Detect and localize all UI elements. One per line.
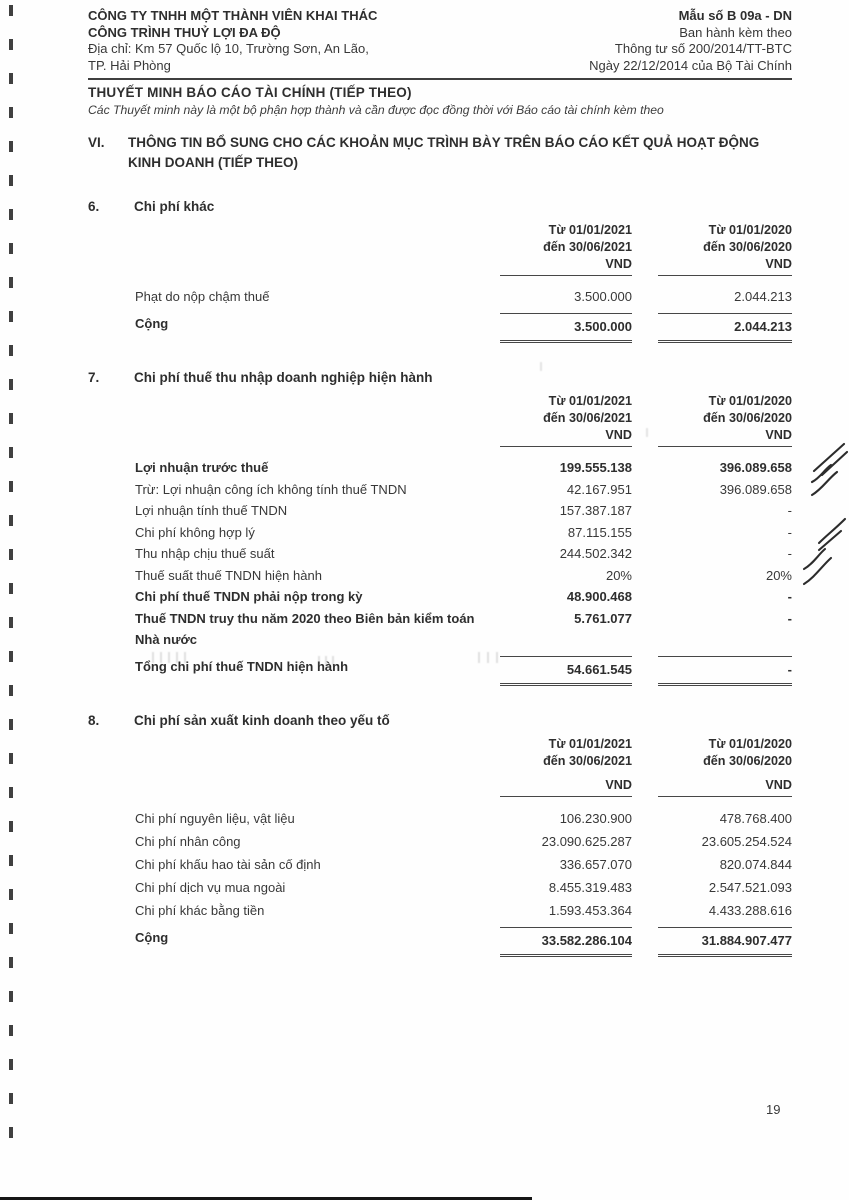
company-address-line2: TP. Hải Phòng (88, 57, 171, 73)
section-8-number: 8. (88, 712, 100, 728)
col-2020-header-line2: đến 30/06/2020 (703, 240, 792, 255)
row-label: Thuế suất thuế TNDN hiện hành (135, 567, 322, 583)
col-2020-header-line1: Từ 01/01/2020 (708, 223, 792, 238)
row-label: Chi phí khấu hao tài sản cố định (135, 856, 321, 872)
column-header-currency-row (135, 777, 792, 797)
column-header-currency-row (135, 427, 792, 447)
form-ref-line2: Ban hành kèm theo (679, 24, 792, 40)
section-6-heading (88, 199, 792, 214)
table-row (135, 899, 792, 922)
table-row (135, 522, 792, 544)
section-6-title: Chi phí khác (134, 199, 215, 215)
section-8-rows (135, 807, 792, 922)
col-2021-currency: VND (500, 256, 632, 276)
col-2020-currency: VND (658, 777, 792, 797)
table-row (135, 565, 792, 587)
row-value-2021: 106.230.900 (559, 810, 632, 826)
company-name-line2: CÔNG TRÌNH THUỶ LỢI ĐA ĐỘ (88, 24, 281, 40)
row-value-2021: 48.900.468 (566, 589, 632, 605)
handwritten-scribble-icon (798, 441, 848, 507)
col-2021-header-line2: đến 30/06/2021 (543, 411, 632, 426)
row-value-2020: - (787, 524, 792, 540)
row-value-2020: - (787, 589, 792, 605)
scan-artifact (646, 428, 648, 437)
row-value-2020: 820.074.844 (719, 856, 792, 872)
section-6-total-row (135, 313, 792, 343)
row-label: Chi phí khác bằng tiền (135, 902, 265, 918)
table-row (135, 853, 792, 876)
row-label: Chi phí không hợp lý (135, 524, 255, 540)
table-row (135, 586, 792, 608)
section-vi-heading (88, 133, 792, 172)
row-value-2021: 20% (605, 567, 632, 583)
col-2021-currency: VND (500, 427, 632, 447)
section-6-other-expenses (88, 199, 792, 343)
column-header-currency-row (135, 256, 792, 276)
row-value-2020: 4.433.288.616 (708, 902, 792, 918)
scan-artifact (478, 652, 504, 663)
section-vi-number: VI. (88, 135, 105, 150)
section-8-production-costs (88, 713, 792, 957)
section-8-title: Chi phí sản xuất kinh doanh theo yếu tố (134, 712, 390, 728)
col-2021-header-line1: Từ 01/01/2021 (548, 223, 632, 238)
row-value-2021: 5.761.077 (574, 610, 632, 626)
col-2020-currency: VND (658, 256, 792, 276)
col-2021-header-line2: đến 30/06/2021 (543, 240, 632, 255)
scan-artifact (540, 362, 542, 371)
total-label: Cộng (135, 316, 169, 332)
row-value-2020: 2.044.213 (734, 289, 792, 305)
col-2020-header-line1: Từ 01/01/2020 (708, 394, 792, 409)
row-label: Chi phí thuế TNDN phải nộp trong kỳ (135, 589, 363, 605)
section-7-rows (135, 457, 792, 651)
column-header-row-1 (135, 393, 792, 410)
row-value-2021: 244.502.342 (559, 546, 632, 562)
col-2021-header-line1: Từ 01/01/2021 (548, 736, 632, 751)
row-value-2020: 396.089.658 (719, 460, 792, 476)
row-label: Thu nhập chịu thuế suất (135, 546, 275, 562)
row-value-2020: 478.768.400 (719, 810, 792, 826)
col-2021-header-line1: Từ 01/01/2021 (548, 394, 632, 409)
table-row (135, 876, 792, 899)
section-8-total-row (135, 927, 792, 957)
handwritten-scribble-icon (797, 513, 849, 589)
table-row (135, 457, 792, 479)
row-value-2021: 1.593.453.364 (548, 902, 632, 918)
section-7-heading (88, 370, 792, 385)
section-6-rows (135, 286, 792, 308)
section-6-table (135, 222, 792, 343)
row-label: Thuế TNDN truy thu năm 2020 theo Biên bản kiểm toán Nhà nước (135, 610, 475, 648)
total-value-2021: 54.661.545 (500, 656, 632, 686)
table-row (135, 479, 792, 501)
table-row (135, 807, 792, 830)
total-value-2020: - (658, 656, 792, 686)
row-label: Trừ: Lợi nhuận công ích không tính thuế TNDN (135, 481, 407, 497)
company-address-line1: Địa chỉ: Km 57 Quốc lộ 10, Trường Sơn, An Lão, (88, 41, 369, 56)
column-header-row-2 (135, 753, 792, 770)
page-header (88, 8, 792, 80)
row-label: Lợi nhuận tính thuế TNDN (135, 503, 288, 519)
document-note: Các Thuyết minh này là một bộ phận hợp thành và cần được đọc đồng thời với Báo cáo tài chính kèm theo (88, 103, 664, 117)
total-label: Tổng chi phí thuế TNDN hiện hành (135, 658, 349, 674)
row-label: Phạt do nộp chậm thuế (135, 289, 270, 305)
row-value-2020: - (787, 610, 792, 626)
row-value-2020: 396.089.658 (719, 481, 792, 497)
column-header-row-1 (135, 736, 792, 753)
table-row (135, 543, 792, 565)
row-value-2020: 20% (765, 567, 792, 583)
column-header-row-1 (135, 222, 792, 239)
section-6-number: 6. (88, 199, 100, 215)
row-value-2021: 23.090.625.287 (541, 833, 632, 849)
col-2021-header-line2: đến 30/06/2021 (543, 753, 632, 768)
row-label: Chi phí nhân công (135, 833, 241, 849)
row-label: Lợi nhuận trước thuế (135, 460, 269, 476)
col-2020-header-line2: đến 30/06/2020 (703, 753, 792, 768)
row-value-2021: 336.657.070 (559, 856, 632, 872)
section-8-table (135, 736, 792, 957)
table-row (135, 830, 792, 853)
form-ref-line4: Ngày 22/12/2014 của Bộ Tài Chính (589, 57, 792, 73)
row-value-2021: 199.555.138 (559, 460, 632, 476)
total-value-2021: 3.500.000 (500, 313, 632, 343)
section-7-title: Chi phí thuế thu nhập doanh nghiệp hiện hành (134, 370, 433, 386)
section-7-number: 7. (88, 370, 100, 386)
table-row (135, 608, 792, 651)
section-7-total-row (135, 656, 792, 686)
col-2021-currency: VND (500, 777, 632, 797)
section-7-income-tax-expense (88, 370, 792, 686)
row-value-2021: 8.455.319.483 (548, 879, 632, 895)
page-number: 19 (766, 1102, 781, 1117)
total-value-2020: 2.044.213 (658, 313, 792, 343)
row-value-2020: - (787, 546, 792, 562)
section-vi-title: THÔNG TIN BỔ SUNG CHO CÁC KHOẢN MỤC TRÌNH BÀY TRÊN BÁO CÁO KẾT QUẢ HOẠT ĐỘNG KINH DOANH (TIẾP THEO) (128, 135, 760, 170)
section-7-table (135, 393, 792, 686)
column-header-row-2 (135, 410, 792, 427)
form-reference-block (589, 8, 792, 74)
section-8-heading (88, 713, 792, 728)
row-value-2020: 23.605.254.524 (701, 833, 792, 849)
row-value-2021: 3.500.000 (574, 289, 632, 305)
total-value-2021: 33.582.286.104 (500, 927, 632, 957)
row-label: Chi phí nguyên liệu, vật liệu (135, 810, 295, 826)
document-title: THUYẾT MINH BÁO CÁO TÀI CHÍNH (TIẾP THEO) (88, 85, 412, 100)
col-2020-header-line2: đến 30/06/2020 (703, 411, 792, 426)
form-ref-line3: Thông tư số 200/2014/TT-BTC (614, 41, 792, 56)
scan-artifact (152, 652, 186, 663)
row-value-2020: - (787, 503, 792, 519)
row-value-2021: 157.387.187 (559, 503, 632, 519)
company-name-line1: CÔNG TY TNHH MỘT THÀNH VIÊN KHAI THÁC (88, 8, 378, 23)
col-2020-header-line1: Từ 01/01/2020 (708, 736, 792, 751)
company-block (88, 8, 377, 74)
total-value-2020: 31.884.907.477 (658, 927, 792, 957)
total-label: Cộng (135, 929, 169, 945)
form-number: Mẫu số B 09a - DN (678, 8, 792, 23)
col-2020-currency: VND (658, 427, 792, 447)
row-value-2021: 42.167.951 (566, 481, 632, 497)
scan-artifact (318, 656, 334, 666)
table-row (135, 500, 792, 522)
table-row (135, 286, 792, 308)
row-value-2020: 2.547.521.093 (708, 879, 792, 895)
row-label: Chi phí dịch vụ mua ngoài (135, 879, 286, 895)
row-value-2021: 87.115.155 (567, 524, 632, 540)
column-header-row-2 (135, 239, 792, 256)
